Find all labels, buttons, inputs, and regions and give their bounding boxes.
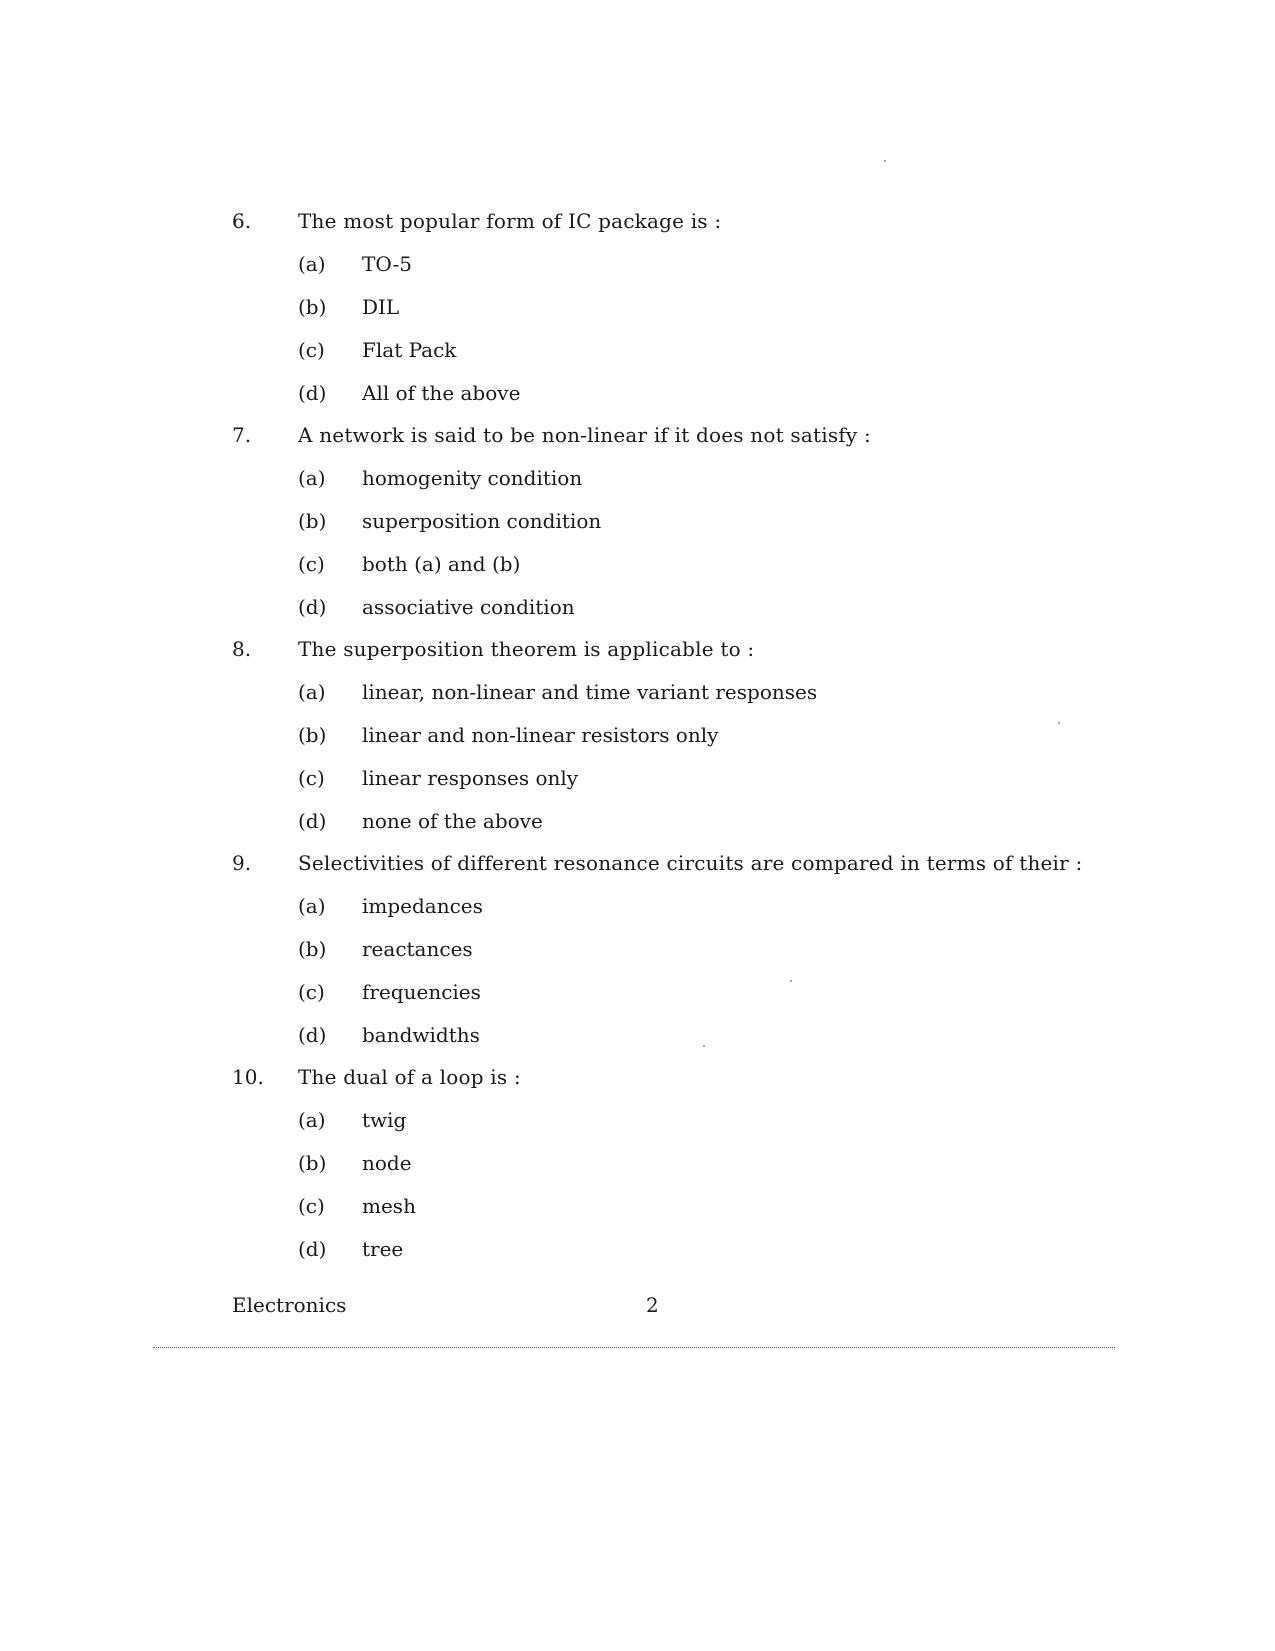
option-a xyxy=(0,1099,1275,1142)
question-number: 7. xyxy=(232,423,252,447)
option-d xyxy=(0,1014,1275,1057)
question-number: 8. xyxy=(232,637,252,661)
option-b xyxy=(0,1142,1275,1185)
option-text: frequencies xyxy=(362,980,481,1004)
option-text: TO-5 xyxy=(362,252,412,276)
option-d xyxy=(0,1228,1275,1271)
option-d xyxy=(0,586,1275,629)
option-b xyxy=(0,500,1275,543)
option-text: DIL xyxy=(362,295,400,319)
option-label: (c) xyxy=(298,552,325,576)
question-text: Selectivities of different resonance circuits are compared in terms of their : xyxy=(298,851,1083,875)
option-text: linear, non-linear and time variant responses xyxy=(362,680,818,704)
page-number: 2 xyxy=(646,1293,659,1317)
option-text: linear and non-linear resistors only xyxy=(362,723,719,747)
option-label: (a) xyxy=(298,252,326,276)
option-label: (b) xyxy=(298,295,327,319)
option-text: impedances xyxy=(362,894,483,918)
option-b xyxy=(0,286,1275,329)
page-footer xyxy=(0,1290,1275,1320)
option-a xyxy=(0,671,1275,714)
question-6 xyxy=(0,200,1275,415)
option-label: (a) xyxy=(298,894,326,918)
option-text: linear responses only xyxy=(362,766,579,790)
option-c xyxy=(0,1185,1275,1228)
option-text: both (a) and (b) xyxy=(362,552,521,576)
question-8 xyxy=(0,628,1275,843)
question-7 xyxy=(0,414,1275,629)
option-c xyxy=(0,543,1275,586)
option-d xyxy=(0,372,1275,415)
option-label: (d) xyxy=(298,381,327,405)
option-label: (a) xyxy=(298,680,326,704)
option-label: (b) xyxy=(298,509,327,533)
scan-speck xyxy=(884,160,886,162)
option-a xyxy=(0,885,1275,928)
option-label: (b) xyxy=(298,937,327,961)
option-text: reactances xyxy=(362,937,473,961)
option-c xyxy=(0,329,1275,372)
question-number: 10. xyxy=(232,1065,264,1089)
scan-speck xyxy=(703,1045,705,1047)
option-text: Flat Pack xyxy=(362,338,457,362)
option-label: (d) xyxy=(298,809,327,833)
option-a xyxy=(0,457,1275,500)
option-text: mesh xyxy=(362,1194,416,1218)
option-text: associative condition xyxy=(362,595,575,619)
question-text: The superposition theorem is applicable to : xyxy=(298,637,755,661)
option-text: homogenity condition xyxy=(362,466,583,490)
option-text: node xyxy=(362,1151,412,1175)
option-label: (a) xyxy=(298,1108,326,1132)
question-text: A network is said to be non-linear if it does not satisfy : xyxy=(298,423,871,447)
question-9 xyxy=(0,842,1275,1057)
option-label: (d) xyxy=(298,1023,327,1047)
option-label: (c) xyxy=(298,980,325,1004)
option-d xyxy=(0,800,1275,843)
question-number: 6. xyxy=(232,209,252,233)
option-label: (b) xyxy=(298,1151,327,1175)
option-b xyxy=(0,714,1275,757)
question-10 xyxy=(0,1056,1275,1271)
option-label: (b) xyxy=(298,723,327,747)
footer-divider xyxy=(153,1347,1115,1348)
footer-subject: Electronics xyxy=(232,1293,347,1317)
option-c xyxy=(0,971,1275,1014)
question-text: The most popular form of IC package is : xyxy=(298,209,722,233)
option-label: (c) xyxy=(298,766,325,790)
option-label: (d) xyxy=(298,1237,327,1261)
option-text: bandwidths xyxy=(362,1023,480,1047)
option-text: none of the above xyxy=(362,809,543,833)
scan-speck xyxy=(1058,722,1060,724)
option-text: superposition condition xyxy=(362,509,602,533)
option-text: All of the above xyxy=(362,381,521,405)
option-text: tree xyxy=(362,1237,404,1261)
option-text: twig xyxy=(362,1108,407,1132)
option-a xyxy=(0,243,1275,286)
option-b xyxy=(0,928,1275,971)
option-label: (a) xyxy=(298,466,326,490)
option-label: (d) xyxy=(298,595,327,619)
scan-speck xyxy=(790,980,792,982)
option-label: (c) xyxy=(298,1194,325,1218)
question-number: 9. xyxy=(232,851,252,875)
option-c xyxy=(0,757,1275,800)
question-text: The dual of a loop is : xyxy=(298,1065,521,1089)
option-label: (c) xyxy=(298,338,325,362)
